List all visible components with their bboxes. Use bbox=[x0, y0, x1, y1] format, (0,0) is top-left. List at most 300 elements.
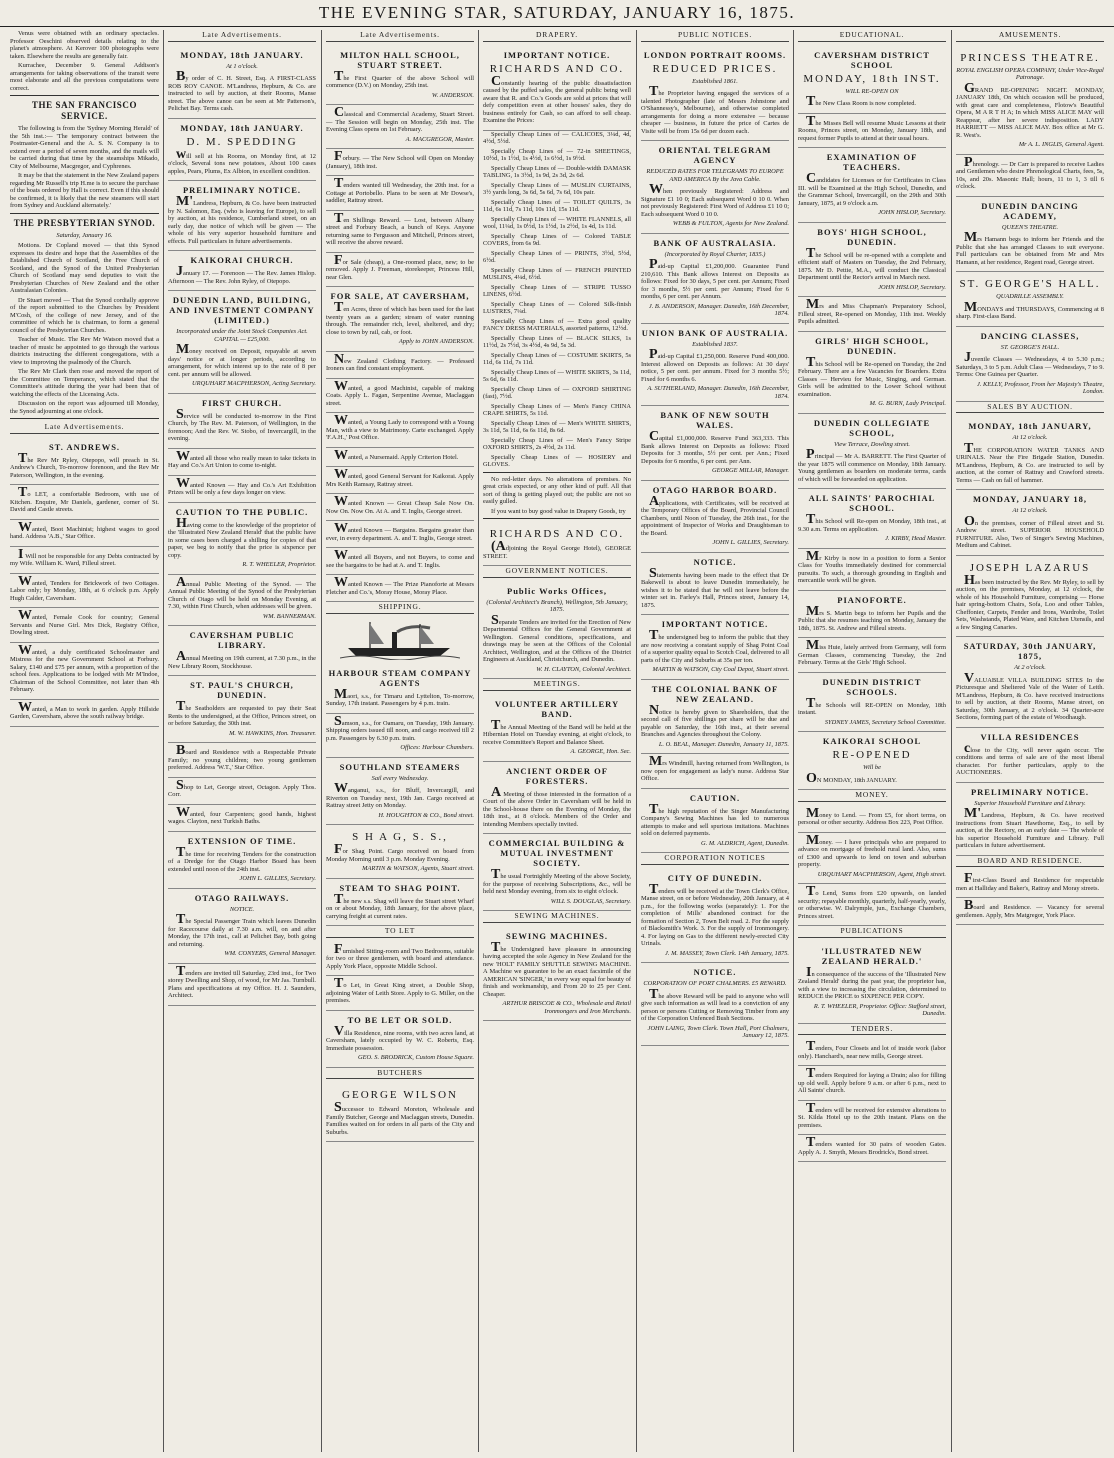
ad-body: Wanted Known — Great Cheap Sale Now On. Now On. Now On. At A. and T. Inglis, George street. bbox=[326, 494, 474, 515]
advertisement bbox=[798, 114, 946, 149]
advertisement bbox=[10, 438, 159, 486]
ad-display-line: GEORGE WILSON bbox=[342, 1089, 458, 1101]
ad-title: DUNEDIN COLLEGIATE SCHOOL, bbox=[813, 417, 931, 438]
ad-signature: Mr A. L. INGLIS, General Agent. bbox=[1018, 141, 1104, 148]
ad-title: BANK OF AUSTRALASIA. bbox=[653, 237, 777, 248]
ad-subtitle: (Incorporated by Royal Charter, 1835.) bbox=[664, 250, 766, 258]
advertisement bbox=[326, 413, 474, 448]
ad-body: Maori, s.s., for Timaru and Lyttelton, To-morrow, Sunday, 17th instant. Passengers by 4 p.m. train. bbox=[326, 686, 474, 707]
ad-body: This School will be Re-opened on Tuesday, the 2nd February. There are a few Vacancies for Boarders. Extra Classes — Hervieu for Music, Singing, and German. Girls will be admitted to the Lower School without examination. bbox=[798, 354, 946, 398]
ad-body: Has been instructed by the Rev. Mr Ryley, to sell by auction, on the premises, Monday, at 12 o'clock, the whole of his Household Furniture, comprising — Horse hair spring-bottom Chairs, Sofa, Loo and other Tables, Cheffonier, Carpets, Fender and Irons, Wardrobe, Toilet Sets, Washstands, Plated Ware, and Kitchen Utensils, and a few Singing Canaries. bbox=[956, 572, 1104, 631]
article-paragraph: Specially Cheap Lines of — STRIPE TUSSO LINENS, 6½d. bbox=[483, 283, 631, 298]
ad-body: Tenders will be received at the Town Clerk's Office, Manse street, on or before Wednesday, 20th January, at 4 p.m., for the following works (separately): 1. For the completion of Mills' abandoned contract for the formation of Section 2, Town Belt road. 2. For the supply of Blacksmith's Work. 3. For the supply of Ironmongery. 4. For laying on Gas to the different newly-erected City Urinals. bbox=[641, 881, 789, 947]
ad-body: The Undersigned have pleasure in announcing having accepted the sole Agency in New Zealand for the new 'HOLT' FAMILY SHUTTLE SEWING MACHINE. A Machine we guarantee to be an exact facsimile of the AMERICAN 'SINGER,' in every way equal for beauty of finish and workmanship, and From 20 to 25 per Cent. Cheaper. bbox=[483, 939, 631, 998]
ad-title: BOYS' HIGH SCHOOL, DUNEDIN. bbox=[817, 226, 927, 247]
section-heading: SHIPPING. bbox=[326, 602, 474, 614]
ad-subtitle: At 12 o'clock. bbox=[1012, 434, 1048, 441]
ad-body: When previously Registered: Address and Signature £1 10 0; Each subsequent Word 0 10 0. When not previously Registered: First Word of Address £1 10 0; Each subsequent Word 0 10 0. bbox=[641, 182, 789, 218]
advertisement bbox=[641, 406, 789, 481]
ad-body: Mrs and Miss Chapman's Preparatory School, Filleul street, Re-opened on Monday, 11th inst. Weekly Pupils admitted. bbox=[798, 297, 946, 325]
advertisement bbox=[956, 46, 1104, 155]
ad-body: ON MONDAY, 18th JANUARY. bbox=[806, 770, 897, 786]
news-article bbox=[10, 30, 159, 96]
advertisement bbox=[168, 805, 316, 832]
ad-subtitle: ROYAL ENGLISH OPERA COMPANY, Under Vice-Regal Patronage. bbox=[956, 66, 1104, 81]
ad-signature: A. MACGREGOR, Master. bbox=[405, 135, 474, 143]
ad-body: Wanted, Tenders for Brickwork of two Cottages. Labor only; by Monday, 18th, at 6 o'clock p.m. Apply Hugh Calder, Caversham. bbox=[10, 573, 159, 602]
ad-body: Tenders are invited till Saturday, 23rd inst., for Two storey Dwelling and Shop, of wood, for Mr Jas. Turnbull. Plans and specifications at my Office. H. J. Saunders, Architect. bbox=[168, 963, 316, 999]
advertisement bbox=[168, 575, 316, 627]
article-paragraph: The Rev Mr Clark then rose and moved the report of the Committee on Temperance, which stated that the Committee's attitude during the year had been that of watching the effects of the Licensing Acts. bbox=[10, 368, 159, 398]
divider-rule bbox=[483, 518, 631, 519]
article-paragraph: No red-letter days. No alterations of premises. No great crisis expected, or any other kind of puff. All that sort of thing is getting played out; the public are not so easily gulled. bbox=[483, 475, 631, 505]
ad-signature: R. T. WHEELER, Proprietor. bbox=[242, 561, 316, 568]
section-heading: TO LET bbox=[326, 926, 474, 938]
ad-signature: R. T. WHEELER, Proprietor. Office: Stafford street, Dunedin. bbox=[813, 1002, 946, 1017]
ad-subtitle: REDUCED RATES FOR TELEGRAMS TO EUROPE AND AMERICA By the Java Cable. bbox=[646, 168, 784, 183]
advertisement bbox=[641, 680, 789, 755]
article-paragraph: Motions. Dr Copland moved — that this Synod expresses its desire and hope that the Assemblies of the Established Church of Scotland, the Free Church of Scotland, and the Synod of the United Presbyterian Church of Scotland may send deputies to visit the Presbyterian Churches of New Zealand and the other Australasian Colonies. bbox=[10, 242, 159, 294]
ad-body: Villa Residence, nine rooms, with two acres land, at Caversham, lately occupied by W. C. Roberts, Esq. Immediate possession. bbox=[326, 1023, 474, 1052]
advertisement bbox=[798, 1135, 946, 1162]
advertisement bbox=[326, 1083, 474, 1142]
advertisement bbox=[483, 834, 631, 911]
ad-subtitle: Will be bbox=[863, 764, 881, 771]
advertisement bbox=[168, 251, 316, 291]
ad-body: Candidates for Licenses or for Certificates in Class III. will be Examined at the High School, Dunedin, and the Grammar School, Invercargill, on the 29th and 30th January, 1875, at 9 o'clock a.m. bbox=[798, 171, 946, 207]
advertisement bbox=[168, 832, 316, 889]
ad-body: The high reputation of the Singer Manufacturing Company's Sewing Machines has led to numerous attempts to make and sell spurious imitations. Machines sold on deferred payments. bbox=[641, 801, 789, 837]
advertisement bbox=[168, 291, 316, 394]
ad-title: NOTICE. bbox=[693, 967, 737, 977]
ad-body: The time for receiving Tenders for the construction of a Dredge for the Otago Harbor Board has been extended until noon of the 24th inst. bbox=[168, 844, 316, 873]
ad-signature: A. SUTHERLAND, Manager. Dunedin, 16th December, 1874. bbox=[647, 385, 789, 400]
ad-title: PRELIMINARY NOTICE. bbox=[182, 185, 302, 195]
ad-body: The undersigned beg to inform the public that they are now receiving a constant supply of Shag Point Coal of a superior quality equal to Scotch Coal, delivered to all parts of the City and Suburbs at 35s per ton. bbox=[641, 628, 789, 664]
advertisement bbox=[10, 574, 159, 609]
article-paragraph: Specially Cheap Lines of — TOILET QUILTS, 3s 11d, 6s 11d, 7s 11d, 10s 11d, 15s 11d. bbox=[483, 198, 631, 213]
ad-title: CAUTION. bbox=[689, 792, 741, 803]
advertisement bbox=[483, 927, 631, 1022]
ad-body: Wanted Known — The Prize Pianoforte at Messrs Fletcher and Co.'s, Moray House, Moray Place. bbox=[326, 575, 474, 596]
advertisement bbox=[798, 1101, 946, 1136]
ad-display-line: D. M. SPEDDING bbox=[186, 135, 298, 148]
ad-title: CITY OF DUNEDIN. bbox=[667, 872, 763, 883]
article-paragraph: The following is from the 'Sydney Morning Herald' of the 5th inst.:— 'The temporary contract between the Postmaster-General and the A. S. N. Company is to extend over a period of seven months, and the mails will be carried during that time by the steamships Mikado, City of Melbourne, Macgregor, and Cyphrenes. bbox=[10, 125, 159, 170]
advertisement bbox=[168, 119, 316, 182]
advertisement bbox=[168, 394, 316, 449]
column-heading: AMUSEMENTS. bbox=[956, 30, 1104, 42]
ad-title: MONDAY, 18th JANUARY, bbox=[968, 421, 1092, 431]
ad-title: SOUTHLAND STEAMERS bbox=[339, 761, 461, 772]
section-heading: PUBLICATIONS bbox=[798, 926, 946, 938]
ad-body: Service will be conducted to-morrow in the First Church, by The Rev. M. Paterson, of Wellington, in the forenoon; And the Rev. W. Stobo, of Invercargill, in the evening. bbox=[168, 406, 316, 442]
ad-signature: M. G. BURN, Lady Principal. bbox=[869, 400, 946, 407]
ad-body: Paid-up Capital £1,250,000. Reserve Fund 400,000. Interest allowed on Deposits as follows: At 30 days' notice, 5 per cent. per annum. Fixed for 3 months 5½; Fixed for 6 months 6. bbox=[641, 347, 789, 383]
ad-title: CAVERSHAM DISTRICT SCHOOL bbox=[814, 49, 930, 70]
ad-display-line: RICHARDS AND CO. bbox=[489, 62, 625, 75]
article-paragraph: Specially Cheap Lines of — PRINTS, 3½d, 5½d, 6½d. bbox=[483, 249, 631, 264]
advertisement bbox=[641, 869, 789, 964]
article-paragraph: Specially Cheap Lines of — Men's Fancy Stripe OXFORD SHIRTS, 2s 4½d, 2s 11d. bbox=[483, 436, 631, 451]
ad-body: Tenders will be received for extensive alterations to St. Kilda Hotel up to the 20th instant. Plans on the premises. bbox=[798, 1100, 946, 1129]
advertisement bbox=[168, 449, 316, 476]
section-heading: SEWING MACHINES. bbox=[483, 911, 631, 923]
ad-title: OTAGO HARBOR BOARD. bbox=[652, 484, 778, 495]
ad-body: On the premises, corner of Filleul street and St. Andrew street. SUPERIOR HOUSEHOLD FURNITURE. Also, Two of Singer's Sewing Machines, Medium and Cabinet. bbox=[956, 513, 1104, 549]
ad-body: Wanted, four Carpenters; good hands, highest wages. Clayton, next Turkish Baths. bbox=[168, 804, 316, 825]
ad-display-line: REDUCED PRICES. bbox=[652, 62, 778, 75]
ad-signature: M. W. HAWKINS, Hon. Treasurer. bbox=[229, 729, 316, 737]
ad-body: Ten Acres, three of which has been used for the last twenty years as a garden; stream of water running through. The remainder rich, level, sheltered, and dry; close to town by rail, cab, or foot. bbox=[326, 300, 474, 336]
ad-signature: WILL S. DOUGLAS, Secretary. bbox=[550, 897, 631, 905]
ad-body: The Proprietor having engaged the services of a talented Photographer (late of Messrs Johnstone and O'Shannessy's, Melbourne), and otherwise completed arrangements for doing a more extensive — because cheaper — business, in future the price of Cartes de Visite will be from 15s 6d per dozen each. bbox=[641, 84, 789, 135]
advertisement bbox=[326, 211, 474, 253]
ad-title: ALL SAINTS' PAROCHIAL SCHOOL. bbox=[808, 493, 936, 513]
divider-rule bbox=[10, 213, 159, 214]
ad-body: MONDAYS and THURSDAYS, Commencing at 8 sharp. First-class Band. bbox=[956, 299, 1104, 320]
ad-subtitle: Superior Household Furniture and Library. bbox=[974, 799, 1086, 807]
ad-subtitle: Established 1837. bbox=[692, 340, 738, 348]
steamship-engraving bbox=[340, 618, 460, 660]
advertisement bbox=[326, 448, 474, 468]
advertisement bbox=[168, 964, 316, 1006]
advertisement bbox=[641, 234, 789, 324]
ad-title: BANK OF NEW SOUTH WALES. bbox=[660, 410, 770, 430]
ad-body: By order of C. H. Street, Esq. A FIRST-CLASS ROB ROY CANOE. M'Landress, Hepburn, & Co. are instructed to sell by auction, at their Rooms, Manse street. The above canoe can be seen at Mr Patterson's, Pelichet Bay. Terms cash. bbox=[168, 69, 316, 112]
article-paragraph: Specially Cheap Lines of — Extra good quality FANCY DRESS MATERIALS, assorted patterns, 12½d. bbox=[483, 317, 631, 332]
ad-body: Wanted, a Nursemaid. Apply Criterion Hotel. bbox=[334, 447, 459, 463]
advertisement bbox=[326, 352, 474, 379]
ad-body: Money received on Deposit, repayable at seven days' notice or at longer periods, according to arrangement, for which interest up to the rate of 8 per cent. per annum will be allowed. bbox=[168, 342, 316, 378]
ad-title: COMMERCIAL BUILDING & MUTUAL INVESTMENT SOCIETY. bbox=[488, 838, 626, 868]
ad-subtitle: QUADRILLE ASSEMBLY. bbox=[996, 293, 1064, 300]
advertisement bbox=[326, 758, 474, 826]
ad-body: Wanted Known — Bargains. Bargains greater than ever, in every department. A. and T. Inglis, George street. bbox=[326, 521, 474, 542]
advertisement bbox=[326, 664, 474, 714]
advertisement bbox=[10, 520, 159, 547]
ad-body: M'Landress, Hepburn, & Co. have received instructions from Stuart Hawthorne, Esq., to sell by auction, at the Rectory, on an early date — The whole of his superior Household Furniture and Library. Full particulars in future advertisement. bbox=[956, 806, 1104, 849]
ad-title: KAIKORAI SCHOOL bbox=[822, 736, 922, 746]
advertisement bbox=[326, 942, 474, 977]
advertisement bbox=[798, 297, 946, 332]
ad-signature: URQUHART MACPHERSON, Acting Secretary. bbox=[192, 380, 316, 387]
ad-body: M'Landress, Hepburn, & Co. have been instructed by N. Salomon, Esq. (who is leaving for Europe), to sell by auction, at his residence, Cumberland street, on an early day, due notice of which will be given — The whole of his very superior household furniture and effects. Full particulars in future advertisements. bbox=[168, 194, 316, 245]
ad-body: Wanted Known — Hay and Co.'s Art Exhibition Prizes will be only a few days longer on view. bbox=[168, 475, 316, 496]
ad-body: The new s.s. Shag will leave the Stuart street Wharf on or about Monday, 18th January, for the above place, carrying freight at current rates. bbox=[326, 891, 474, 920]
news-article bbox=[10, 218, 159, 420]
advertisement bbox=[10, 547, 159, 574]
section-heading: BOARD AND RESIDENCE. bbox=[956, 856, 1104, 868]
masthead: THE EVENING STAR, SATURDAY, JANUARY 16, 1875. bbox=[0, 0, 1114, 27]
ad-signature: Offices: Harbour Chambers. bbox=[400, 744, 474, 751]
advertisement bbox=[798, 1039, 946, 1066]
advertisement bbox=[168, 46, 316, 119]
ad-body: Statements having been made to the effect that Dr Bakewell is about to leave Dunedin immediately, he wishes it to be stated that he will not leave before the winter set in. Farley's Hall, Princes street, January 14, 1875. bbox=[641, 565, 789, 609]
advertisement bbox=[641, 46, 789, 142]
advertisement bbox=[326, 521, 474, 548]
ad-body: Tenders wanted till Wednesday, the 20th inst. for a Cottage at Portobello. Plans to be seen at Mr Dowse's, saddler, Rattray street. bbox=[326, 176, 474, 204]
ad-title: SATURDAY, 30th JANUARY, 1875, bbox=[963, 641, 1097, 661]
advertisement bbox=[641, 324, 789, 407]
advertisement bbox=[798, 732, 946, 790]
ad-title: DUNEDIN DISTRICT SCHOOLS. bbox=[822, 676, 922, 697]
ad-body: Separate Tenders are invited for the Erection of New Departmental Offices for the General Government at Wellington. General conditions, specifications, and drawings may be seen at the Offices of the Colonial Architect, Wellington, and at the Offices of the District Engineers at Auckland, Christchurch, and Dunedin. bbox=[483, 612, 631, 663]
ad-body: Wanted, a good Machinist, capable of making Coats. Apply L. Fagan, Serpentine Avenue, Maclaggan street. bbox=[326, 378, 474, 407]
column-5 bbox=[636, 30, 793, 1452]
column-6 bbox=[793, 30, 950, 1452]
ad-signature: A. GEORGE, Hon. Sec. bbox=[570, 748, 631, 755]
column-4 bbox=[478, 30, 635, 1452]
ad-display-line: S H A G, S. S., bbox=[352, 831, 448, 843]
advertisement bbox=[641, 963, 789, 1046]
ad-body: The Special Passenger Train which leaves Dunedin for Racecourse daily at 7.30 a.m. will, on and after Monday, the 17th inst., call at Pelichet Bay, both going and returning. bbox=[168, 912, 316, 948]
ad-body: Capital £1,000,000. Reserve Fund 363,333. This Bank allows Interest on Deposits as follows: Fixed Deposits for 3 months, 5½ per cent. per Ann.; Fixed Deposits for 6 months, 6 per cent. per Ann. bbox=[641, 429, 789, 465]
advertisement bbox=[798, 673, 946, 733]
advertisement bbox=[168, 778, 316, 805]
advertisement bbox=[798, 1066, 946, 1101]
news-article bbox=[483, 131, 631, 473]
column-heading: EDUCATIONAL. bbox=[798, 30, 946, 42]
ad-body: The usual Fortnightly Meeting of the above Society, for the purpose of receiving Subscriptions, &c., will be held next Monday evening, from six to eight o'clock. bbox=[483, 867, 631, 895]
article-dateline: Saturday, January 16. bbox=[56, 231, 113, 239]
ad-body: (Adjoining the Royal George Hotel), GEORGE STREET. bbox=[483, 539, 631, 560]
ad-signature: J. KELLY, Professor, From her Majesty's Theatre, London. bbox=[976, 380, 1104, 395]
ad-body: Annual Public Meeting of the Synod. — The Annual Public Meeting of the Synod of the Presbyterian Church of Otago will be held on Monday Evening, at 7.30, within First Church, when addresses will be given. bbox=[168, 574, 316, 610]
ad-body: New Zealand Clothing Factory. — Professed Ironers can find constant employment. bbox=[326, 351, 474, 372]
advertisement bbox=[326, 714, 474, 758]
ad-body: Having come to the knowledge of the proprietor of the 'Illustrated New Zealand Herald' that the public have in some cases been charged a shilling for copies of that paper, we beg to notify that the price is sixpence per copy. bbox=[168, 515, 316, 559]
section-heading: SALES BY AUCTION. bbox=[956, 402, 1104, 414]
ad-body: The Annual Meeting of the Band will be held at the Hibernian Hotel on Tuesday evening, at eight o'clock, to receive Committee's Report and Balance Sheet. bbox=[483, 717, 631, 746]
ad-body: close to the City, will never again occur. The conditions and terms of sale are of the most liberal character. For further particulars, apply to the AUCTIONEERS. bbox=[956, 740, 1104, 776]
ad-body: Mr Kirby is now in a position to form a Senior Class for Youths immediately destined for commercial pursuits. To such, a thorough grounding in English and mercantile work will be given. bbox=[798, 548, 946, 584]
article-paragraph: Specially Cheap Lines of — Colored Silk-finish LUSTRES, 7¼d. bbox=[483, 300, 631, 315]
ad-body: Applications, with Certificates, will be received at the Temporary Offices of the Board, Provincial Council Chambers, until Noon of Tuesday, the 26th inst., for the appointment of Inspector of Works and Draughtsman to the Board. bbox=[641, 493, 789, 537]
ad-body: VALUABLE VILLA BUILDING SITES In the Picturesque and Sheltered Vale of the Water of Leith. M'Landress, Hepburn, & Co. have received instructions to sell by auction, at their Rooms, Manse street, on Saturday, 30th January, at 2 o'clock. 34 Quarter-acre Sections, forming part of the estate of Woodhaugh. bbox=[956, 670, 1104, 721]
divider-rule bbox=[483, 472, 631, 473]
ad-body: The New Class Room is now completed. bbox=[806, 94, 916, 109]
section-heading: MEETINGS. bbox=[483, 679, 631, 691]
ad-title: TO BE LET OR SOLD. bbox=[347, 1014, 453, 1025]
ad-body: will sell at his Rooms, on Monday first, at 12 o'clock, Several tons new potatoes, About 100 cases apples, Pears, Plums, Ex Albion, in excellent condition. bbox=[168, 146, 316, 175]
ad-title: DUNEDIN LAND, BUILDING, AND INVESTMENT COMPANY (LIMITED.) bbox=[169, 295, 315, 325]
advertisement bbox=[798, 549, 946, 591]
ad-signature: WM. BANNERMAN. bbox=[262, 612, 316, 620]
advertisement bbox=[10, 643, 159, 700]
ad-title: MILTON HALL SCHOOL, STUART STREET. bbox=[340, 49, 460, 70]
section-heading: GOVERNMENT NOTICES. bbox=[483, 566, 631, 578]
ad-title: MONDAY, JANUARY 18, bbox=[972, 494, 1088, 504]
ad-signature: W. ANDERSON. bbox=[431, 91, 474, 99]
article-paragraph: Specially Cheap Lines of — Men's WHITE SHIRTS, 3s 11d, 5s 11d, 6s 6s 11d, 8s 6d. bbox=[483, 419, 631, 434]
advertisement bbox=[326, 176, 474, 211]
advertisement bbox=[483, 695, 631, 762]
ad-title: SEWING MACHINES. bbox=[506, 930, 608, 941]
advertisement bbox=[168, 889, 316, 964]
ad-subtitle: At 12 o'clock. bbox=[1012, 507, 1048, 514]
ad-body: To Lend, Sums from £20 upwards, on landed security; repayable monthly, quarterly, half-yearly, yearly, or otherwise. W. Dalrymple, jun., Exchange Chambers, Princes street. bbox=[798, 884, 946, 920]
advertisement bbox=[798, 223, 946, 298]
advertisement bbox=[168, 676, 316, 743]
column-heading: DRAPERY. bbox=[483, 30, 631, 42]
article-paragraph: It may be that the statement in the New Zealand papers regarding Mr Russell's trip H.me is to secure the purchase of the boats ordered by Hall is correct. Even if this should be confirmed, it is likely that the new steamers will start from Sydney and Auckland alternately.' bbox=[10, 172, 159, 209]
advertisement bbox=[326, 825, 474, 879]
article-paragraph: Specially Cheap Lines of — MUSLIN CURTAINS, 3½ yards long, 3s 6d, 5s 6d, 7s 6d, 10s pair. bbox=[483, 181, 631, 196]
ad-body: To Let, in Great King street, a Double Shop, adjoining Water of Leith Store. Apply to G. Miller, on the premises. bbox=[326, 976, 474, 1004]
article-title: THE PRESBYTERIAN SYNOD. bbox=[13, 217, 156, 228]
ad-subtitle: At 2 o'clock. bbox=[1014, 664, 1046, 671]
ad-title: IMPORTANT NOTICE. bbox=[503, 49, 611, 60]
ad-signature: ARTHUR BRISCOE & CO., Wholesale and Retail Ironmongers and Iron Merchants. bbox=[502, 1000, 631, 1015]
article-paragraph: Specially Cheap Lines of — WHITE FLANNELS, all wool, 11¼d, 1s 0½d, 1s 1½d, 1s 2½d, 1s 4d, 1s 11d. bbox=[483, 215, 631, 230]
article-paragraph: Specially Cheap Lines of — OXFORD SHIRTING (fast), 7½d. bbox=[483, 385, 631, 400]
ad-body: The Seatholders are requested to pay their Seat Rents to the undersigned, at the Office, Princes street, on or before Saturday, the 30th inst. bbox=[168, 699, 316, 727]
column-2 bbox=[163, 30, 320, 1452]
ad-signature: MARTIN & WATSON, City Coal Depot, Stuart street. bbox=[652, 666, 789, 673]
ad-body: Mrs S. Martin begs to inform her Pupils and the Public that she resumes teaching on Monday, January the 18th, 1875. St. Andrew and Filleul streets. bbox=[798, 603, 946, 632]
advertisement bbox=[10, 485, 159, 520]
ad-title: STEAM TO SHAG POINT. bbox=[339, 882, 461, 893]
advertisement bbox=[956, 272, 1104, 327]
advertisement bbox=[956, 637, 1104, 728]
ad-title: UNION BANK OF AUSTRALIA. bbox=[641, 327, 789, 338]
ad-subtitle: At 1 o'clock. bbox=[226, 62, 258, 70]
ad-body: In consequence of the success of the 'Illustrated New Zealand Herald' during the past year, the proprietor has, with a view to increasing the circulation, determined to REDUCE the PRICE to SIXPENCE PER COPY. bbox=[798, 964, 946, 1000]
ad-display-line: PRINCESS THEATRE. bbox=[960, 51, 1100, 64]
article-paragraph: Dr Stuart moved — That the Synod cordially approve of the report submitted to the Churches by President M'Cosh, of the college of new Jersey, and of the committee of which he is chairman, to form a general council of the Presbyterian Churches. bbox=[10, 296, 159, 334]
ad-title: LONDON PORTRAIT ROOMS. bbox=[643, 49, 787, 60]
ad-subtitle: View Terrace, Dowling street. bbox=[834, 440, 910, 448]
ad-body: Juvenile Classes — Wednesdays, 4 to 5.30 p.m.; Saturdays, 3 to 5 p.m. Adult Class — Wednesdays, 7 to 9. Terms: One Guinea per Quarter. bbox=[956, 350, 1104, 378]
ad-title: VOLUNTEER ARTILLERY BAND. bbox=[494, 698, 620, 719]
ad-display-line: RE-OPENED bbox=[832, 749, 912, 761]
ad-body: A Meeting of those interested in the formation of a Court of the above Order in Caversham will be held in the School-house there on the Evening of Monday, the 18th inst., at 8 o'clock. Members of the Order and intending Members specially invited. bbox=[483, 784, 631, 828]
ad-body: This School will Re-open on Monday, 18th inst., at 9.30 a.m. Terms on application. bbox=[798, 512, 946, 533]
article-paragraph: Specially Cheap Lines of — WHITE SKIRTS, 3s 11d, 5s 6d, 6s 11d. bbox=[483, 368, 631, 383]
advertisement bbox=[798, 942, 946, 1024]
article-paragraph: Specially Cheap Lines of — FRENCH PRINTED MUSLINS, 4¼d, 6½d. bbox=[483, 266, 631, 281]
advertisement bbox=[641, 754, 789, 789]
ad-signature: JOHN HISLOP, Secretary. bbox=[878, 209, 946, 216]
section-heading: BUTCHERS bbox=[326, 1068, 474, 1080]
ad-title: EXTENSION OF TIME. bbox=[187, 835, 297, 846]
ad-signature: W. H. CLAYTON, Colonial Architect. bbox=[536, 665, 631, 673]
ad-title: DUNEDIN DANCING ACADEMY, bbox=[981, 200, 1079, 221]
advertisement bbox=[10, 700, 159, 727]
ad-body: Tenders Required for laying a Drain; also for filling up old well. Apply before 9 a.m. or after 6 p.m., next to All Saints' church. bbox=[798, 1066, 946, 1094]
ad-signature: J. B. ANDERSON, Manager. Dunedin, 16th December, 1874. bbox=[648, 302, 789, 317]
advertisement bbox=[641, 789, 789, 854]
article-paragraph: Specially Cheap Lines of — BLACK SILKS, 1s 11½d, 2s 7½d, 3s 4½d, 4s 9d, 5s 3d. bbox=[483, 334, 631, 349]
ad-title: MONDAY, 18th JANUARY. bbox=[180, 49, 304, 60]
column-3 bbox=[321, 30, 478, 1452]
section-heading: Late Advertisements. bbox=[10, 422, 159, 434]
ad-display-line: RICHARDS AND CO. bbox=[489, 528, 625, 540]
ad-body: Money to Lend. — From £5, for short terms, on personal or other security. Address Box 223, Post Office. bbox=[798, 805, 946, 826]
ad-body: Wanted, a Man to work in garden. Apply Hillside Garden, Caversham, above the south railway bridge. bbox=[10, 699, 159, 720]
ad-subtitle: WILL RE-OPEN ON bbox=[845, 87, 899, 95]
ad-signature: GEO. S. BRODRICK, Custom House Square. bbox=[357, 1054, 474, 1061]
ad-title: IMPORTANT NOTICE. bbox=[661, 619, 769, 629]
ad-title: ST. PAUL'S CHURCH, DUNEDIN. bbox=[190, 680, 294, 700]
ad-body: Board and Residence. — Vacancy for several gentlemen. Apply, Mrs Matgregor, York Place. bbox=[956, 898, 1104, 919]
ad-body: Successor to Edward Moreton, Wholesale and Family Butcher, George and Maclaggan streets, Dunedin. Families waited on for orders in all parts of the City and Suburbs. bbox=[326, 1100, 474, 1136]
ad-signature: H. HOUGHTON & CO., Bond street. bbox=[378, 811, 474, 819]
advertisement bbox=[956, 871, 1104, 898]
advertisement bbox=[798, 414, 946, 490]
ad-body: Shop to Let, George street, Octagon. Apply Thos. Corr. bbox=[168, 777, 316, 798]
ad-signature: JOHN L. GILLIES, Secretary. bbox=[239, 875, 316, 882]
ad-body: Mrs Windmill, having returned from Wellington, is now open for engagement as lady's nurse. Address Star Office. bbox=[641, 754, 789, 782]
ad-body: Notice is hereby given to Shareholders, that the second call of five shillings per share will be due and payable on Saturday, the 16th inst., at their several Branches and Agencies throughout the Colony. bbox=[641, 702, 789, 738]
ad-title: CAUTION TO THE PUBLIC. bbox=[175, 506, 309, 517]
ad-title: NOTICE. bbox=[693, 556, 737, 567]
ad-body: Forbury. — The New School will Open on Monday (January), 18th inst. bbox=[326, 149, 474, 170]
ad-body: Ten Shillings Reward. — Lost, between Albany street and Forbury Beach, a bunch of Keys. Anyone returning same to Fergusson and Mitchell, Princes street, will receive the above reward. bbox=[326, 210, 474, 246]
ad-body: First-Class Board and Residence for respectable men at Halliday and Baker's, Rattray and Moray streets. bbox=[956, 871, 1104, 892]
ad-body: The Schools will RE-OPEN on Monday, 18th instant. bbox=[798, 695, 946, 716]
ad-body: To LET, a comfortable Bedroom, with use of Kitchen. Enquire, Mr Daniels, gardener, corner of St. David and Castle streets. bbox=[10, 485, 159, 513]
ad-title: FOR SALE, AT CAVERSHAM, bbox=[330, 291, 470, 301]
article-paragraph: If you want to buy good value in Drapery Goods, try bbox=[491, 507, 626, 515]
ad-subtitle: CORPORATION OF PORT CHALMERS. £5 REWARD. bbox=[643, 980, 787, 987]
ad-body: Annual Meeting on 19th current, at 7.30 p.m., in the New Library Room, Stockhouse. bbox=[168, 649, 316, 670]
ad-body: Wanganui, s.s., for Bluff, Invercargill, and Riverton on Tuesday next, 19th Jan. Cargo received at Rattray street Jetty on Monday. bbox=[326, 781, 474, 809]
advertisement bbox=[798, 638, 946, 673]
ad-signature: JOHN LAING, Town Clerk. Town Hall, Port Chalmers, January 12, 1875. bbox=[647, 1024, 789, 1039]
ad-title: ANCIENT ORDER OF FORESTERS. bbox=[506, 765, 608, 786]
ad-title: GIRLS' HIGH SCHOOL, DUNEDIN. bbox=[815, 335, 929, 356]
ad-title: OTAGO RAILWAYS. bbox=[194, 892, 290, 903]
article-paragraph: Specially Cheap Lines of — 72-in SHEETINGS, 10½d, 1s 1½d, 1s 4½d, 1s 6½d, 1s 9½d. bbox=[483, 147, 631, 162]
advertisement bbox=[168, 743, 316, 778]
advertisement bbox=[326, 46, 474, 106]
divider-rule bbox=[10, 95, 159, 96]
advertisement bbox=[326, 548, 474, 575]
newspaper-page bbox=[6, 30, 1108, 1452]
ad-body: The School will be re-opened with a complete and efficient staff of Masters on Tuesday, the 2nd February, 1875. Mr D. Pettie, M.A., will conduct the Classical Department until the Rector's arrival in March next. bbox=[798, 245, 946, 281]
column-1 bbox=[6, 30, 163, 1452]
ad-body: Classical and Commercial Academy, Stuart Street. — The Session will begin on Monday, 25th inst. The Evening Class opens on 1st February. bbox=[326, 105, 474, 133]
advertisement bbox=[956, 898, 1104, 925]
ad-body: THE CORPORATION WATER TANKS AND URINALS. Near the Fire Brigade Station, Dunedin. M'Landress, Hepburn, & Co. are instructed to sell by auction, at the corner of Rattray and Crawford streets. Terms — Cash on fall of hammer. bbox=[956, 440, 1104, 484]
section-heading: TENDERS. bbox=[798, 1024, 946, 1036]
advertisement bbox=[798, 46, 946, 114]
ad-title: ST. ANDREWS. bbox=[48, 441, 121, 452]
article-paragraph: Kurrachee, December 9. General Addison's arrangements for taking observations of the transit were most elaborate and all the previous computations were correct. bbox=[10, 62, 159, 92]
ad-body: The Rev Mr Ryley, Otepopo, will preach in St. Andrew's Church, To-morrow forenoon, and the Rev Mr Paterson, Wellington, in the evening. bbox=[10, 450, 159, 479]
advertisement bbox=[798, 884, 946, 926]
ad-title: CAVERSHAM PUBLIC LIBRARY. bbox=[189, 630, 295, 650]
advertisement bbox=[326, 976, 474, 1011]
ad-title: Public Works Offices, bbox=[507, 585, 607, 596]
ad-body: Furnished Sitting-room and Two Bedrooms, suitable for two or three gentlemen, with board and attendance. Apply York Place, opposite Middle School. bbox=[326, 941, 474, 970]
ad-body: Wanted, good General Servant for Kaikorai. Apply Mrs Keith Ramsay, Rattray street. bbox=[326, 467, 474, 488]
article-paragraph: Specially Cheap Lines of — HOSIERY and GLOVES. bbox=[483, 453, 631, 468]
ad-display-line: ST. GEORGE'S HALL. bbox=[959, 278, 1101, 290]
advertisement bbox=[798, 489, 946, 549]
ad-body: January 17. — Forenoon — The Rev. James Hislop. Afternoon — The Rev. John Ryley, of Otepopo. bbox=[168, 264, 316, 285]
ad-title: FIRST CHURCH. bbox=[202, 397, 282, 408]
advertisement bbox=[326, 105, 474, 149]
advertisement bbox=[326, 467, 474, 494]
ad-subtitle: (Colonial Architect's Branch), Wellington, 5th January, 1875. bbox=[486, 598, 628, 613]
ad-body: Tenders wanted for 30 pairs of wooden Gates. Apply A. J. Smyth, Messrs Brodrick's, Bond street. bbox=[798, 1135, 946, 1156]
ad-body: The Misses Bell will resume Music Lessons at their Rooms, Princes street, on Monday, January 18th, and request former Pupils to attend at their usual hours. bbox=[798, 113, 946, 142]
ad-signature: J. M. MASSEY, Town Clerk. 14th January, 1875. bbox=[665, 949, 789, 957]
ad-signature: GEORGE MILLAR, Manager. bbox=[711, 467, 789, 474]
